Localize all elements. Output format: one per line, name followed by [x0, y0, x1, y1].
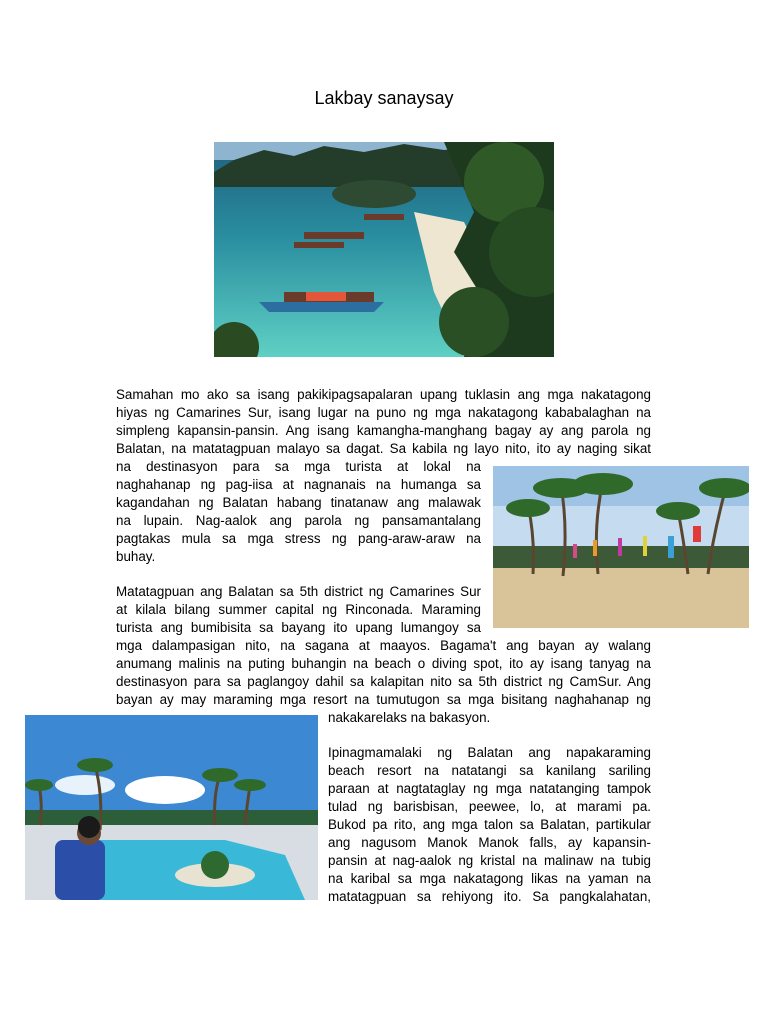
paragraph-line: nakakarelaks na bakasyon. [328, 710, 491, 725]
paragraph-line: matatagpuan sa rehiyong ito. Sa pangkalahatan, [328, 889, 651, 904]
paragraph-line: na lupain. Nag-aalok ang parola ng pansamantalang [116, 513, 481, 528]
paragraph-line: paraan at nagtataglay ng mga natatanging tampok [328, 781, 651, 796]
cove-photo [214, 142, 554, 357]
paragraph-line: beach resort na natatangi sa kanilang sariling [328, 763, 651, 778]
paragraph-line: naghahanap ng pag-iisa at nagnanais na humanga sa [116, 477, 481, 492]
beach-photo [493, 466, 749, 628]
paragraph-line: pansin at nag-aalok ng kristal na malinaw na tubig [328, 853, 651, 868]
paragraph-line: Ipinagmamalaki ng Balatan ang napakaraming [328, 745, 651, 760]
paragraph-line: Bukod pa rito, ang mga talon sa Balatan, partikular [328, 817, 651, 832]
paragraph-line: na karibal sa mga nakatagong likas na yaman na [328, 871, 651, 886]
paragraph-line: simpleng kapansin-pansin. Ang isang kamangha-manghang bagay ay ang parola ng [116, 423, 651, 438]
paragraph-line: Balatan, na matatagpuan malayo sa dagat. Sa kabila ng layo nito, ito ay naging sikat [116, 441, 651, 456]
paragraph-line: kagandahan ng Balatan habang tinatanaw ang malawak [116, 495, 481, 510]
paragraph-line: tulad ng barisbisan, peewee, lo, at marami pa. [328, 799, 651, 814]
paragraph-line: Matatagpuan ang Balatan sa 5th district ng Camarines Sur [116, 584, 481, 599]
paragraph-line: bayan ay may maraming mga resort na tumutugon sa mga bisitang naghahanap ng [116, 692, 651, 707]
paragraph-line: turista ang bumibisita sa bayang ito upang lumangoy sa [116, 620, 481, 635]
pool-photo [25, 715, 318, 900]
paragraph-line: buhay. [116, 549, 156, 564]
paragraph-line: pagtakas mula sa mga stress ng pang-araw-araw na [116, 531, 481, 546]
paragraph-line: ang nagusom Manok Manok falls, ay kapansin- [328, 835, 651, 850]
paragraph-line: mga dalampasigan nito, na sagana at maayos. Bagama't ang bayan ay walang [116, 638, 651, 653]
paragraph-line: Samahan mo ako sa isang pakikipagsapalaran upang tuklasin ang mga nakatagong [116, 387, 651, 402]
paragraph-line: na destinasyon para sa mga turista at lokal na [116, 459, 481, 474]
paragraph-line: anumang malinis na puting buhangin na beach o diving spot, ito ay isang tanyag na [116, 656, 651, 671]
paragraph-line: at kilala bilang summer capital ng Rinconada. Maraming [116, 602, 481, 617]
page-title: Lakbay sanaysay [314, 88, 454, 108]
paragraph-line: hiyas ng Camarines Sur, isang lugar na puno ng mga nakatagong kababalaghan na [116, 405, 651, 420]
paragraph-line: destinasyon para sa paglangoy dahil sa kalapitan nito sa 5th district ng CamSur. Ang [116, 674, 651, 689]
